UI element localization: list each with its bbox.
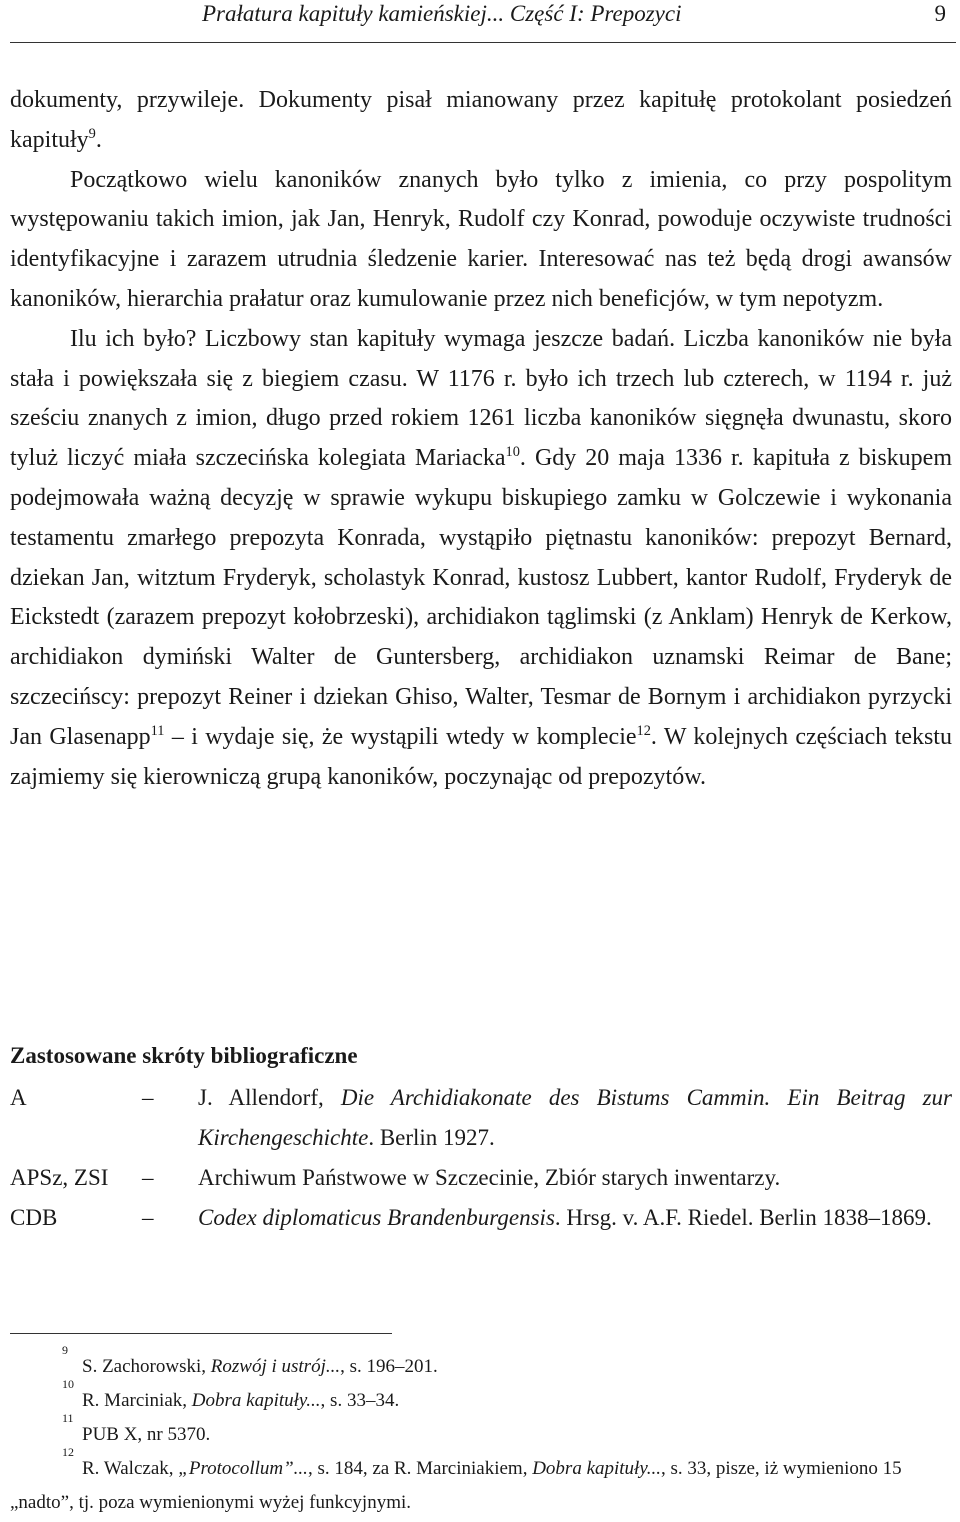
footnotes	[10, 1343, 952, 1520]
abbreviation-key: CDB	[10, 1205, 58, 1230]
footnote-text: R. Marciniak, Dobra kapituły..., s. 33–34.	[82, 1390, 400, 1411]
abbreviation-description: J. Allendorf, Die Archidiakonate des Bistums Cammin. Ein Beitrag zur Kirchengeschichte. Berlin 1927.	[198, 1085, 952, 1150]
abbreviation-description: Codex diplomaticus Brandenburgensis. Hrsg. v. A.F. Riedel. Berlin 1838–1869.	[198, 1205, 932, 1230]
footnote-number: 11	[62, 1411, 74, 1425]
abbreviations-list	[10, 1078, 952, 1238]
abbreviations-heading: Zastosowane skróty bibliograficzne	[10, 1043, 358, 1068]
footnote-text: S. Zachorowski, Rozwój i ustrój..., s. 196–201.	[82, 1356, 438, 1377]
footnote-number: 12	[62, 1445, 74, 1459]
abbreviation-dash: –	[142, 1205, 154, 1230]
footnote-separator	[10, 1333, 392, 1334]
footnote-ref[interactable]: 9	[88, 125, 96, 142]
footnote	[10, 1411, 952, 1452]
footnote-ref[interactable]: 12	[636, 722, 651, 739]
footnote	[10, 1377, 952, 1418]
abbreviation-key: APSz, ZSI	[10, 1165, 109, 1190]
footnote-ref[interactable]: 11	[150, 722, 165, 739]
abbreviation-dash: –	[142, 1165, 154, 1190]
abbreviation-key: A	[10, 1085, 27, 1110]
paragraph: dokumenty, przywileje. Dokumenty pisał mianowany przez kapitułę protokolant posiedzeń kapituły$^9$.	[10, 87, 952, 153]
footnote	[10, 1445, 952, 1520]
page-number: 9	[934, 1, 946, 26]
footnote-text: PUB X, nr 5370.	[82, 1424, 211, 1445]
footnote-number: 10	[62, 1377, 74, 1391]
footnote-ref[interactable]: 10	[505, 444, 520, 461]
footnote-text: R. Walczak, „Protocollum”..., s. 184, za R. Marciniakiem, Dobra kapituły..., s. 33, pisze, iż wymieniono 15 „nadto”, tj. poza wymienionymi wyżej funkcyjnymi.	[10, 1458, 902, 1513]
running-title: Prałatura kapituły kamieńskiej... Część I: Prepozyci	[202, 1, 682, 26]
abbreviation-dash: –	[142, 1085, 154, 1110]
paragraph: Początkowo wielu kanoników znanych było tylko z imienia, co przy pospolitym występowaniu takich imion, jak Jan, Henryk, Rudolf czy Konrad, powoduje oczywiste trudności identyfikacyjne i zarazem utrudnia śledzenie karier. Interesować nas też będą drogi awansów kanoników, hierarchia prałatur oraz kumulowanie przez nich beneficjów, w tym nepotyzm.	[10, 166, 952, 312]
running-header	[10, 0, 956, 43]
abbreviation-entry	[10, 1158, 952, 1198]
main-text	[10, 81, 952, 797]
footnote	[10, 1343, 952, 1384]
abbreviation-description: Archiwum Państwowe w Szczecinie, Zbiór starych inwentarzy.	[198, 1165, 781, 1190]
abbreviation-entry	[10, 1078, 952, 1158]
abbreviation-entry	[10, 1198, 952, 1238]
footnote-number: 9	[62, 1343, 68, 1357]
paragraph: Ilu ich było? Liczbowy stan kapituły wymaga jeszcze badań. Liczba kanoników nie była stała i powiększała się z biegiem czasu. W 1176 r. było ich trzech lub czterech, w 1194 r. już sześciu znanych z imion, długo przed rokiem 1261 liczba kanoników sięgnęła dwunastu, skoro tyluż liczyć miała szczecińska kolegiata Mariacka$^{10}$. Gdy 20 maja 1336 r. kapituła z biskupem podejmowała ważną decyzję w sprawie wykupu biskupiego zamku w Golczewie i wykonania testamentu zmarłego prepozyta Konrada, wystąpiło piętnastu kanoników: prepozyt Bernard, dziekan Jan, witztum Fryderyk, scholastyk Konrad, kustosz Lubbert, kantor Rudolf, Fryderyk de Eickstedt (zarazem prepozyt kołobrzeski), archidiakon tąglimski (z Anklam) Henryk de Kerkow, archidiakon dymiński Walter de Guntersberg, archidiakon uznamski Reimar de Bane; szczecińscy: prepozyt Reiner i dziekan Ghiso, Walter, Tesmar de Bornym i archidiakon pyrzycki Jan Glasenapp$^{11}$ – i wydaje się, że wystąpili wtedy w komplecie$^{12}$. W kolejnych częściach tekstu zajmiemy się kierowniczą grupą kanoników, poczynając od prepozytów.	[10, 325, 953, 790]
